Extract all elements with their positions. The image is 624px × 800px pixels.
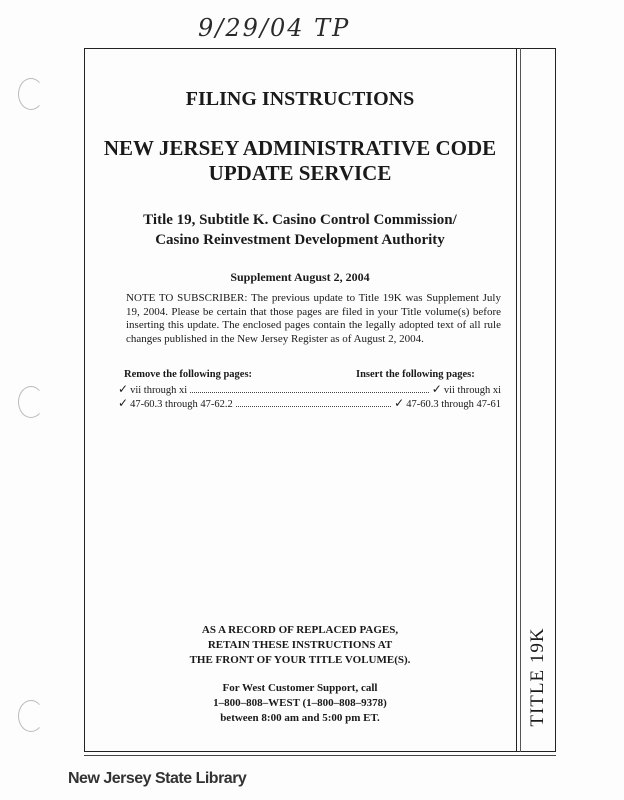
record-line: RETAIN THESE INSTRUCTIONS AT (207, 639, 393, 651)
title-heading (84, 210, 516, 250)
record-instructions (84, 623, 516, 668)
customer-support (84, 681, 516, 726)
binder-hole-middle (18, 386, 44, 418)
dot-leader (236, 398, 391, 407)
note-to-subscriber: NOTE TO SUBSCRIBER: The previous update to Title 19K was Supplement July 19, 2004. Please be certain that those pages are filed in your Title volume(s) before inserting this update. The enclosed pages contain the legally adopted text of all rule changes published in the New Jersey Register as of August 2, 2004. (126, 292, 501, 345)
supplement-date: Supplement August 2, 2004 (230, 270, 370, 284)
check-mark-icon: ✓ (431, 382, 442, 396)
record-line: AS A RECORD OF REPLACED PAGES, (201, 624, 399, 636)
code-heading-line2: UPDATE SERVICE (208, 161, 392, 185)
side-tab-divider (516, 48, 517, 752)
dot-leader (190, 384, 429, 393)
page-row (118, 382, 501, 397)
page-title: FILING INSTRUCTIONS (185, 88, 415, 110)
insert-pages-header: Insert the following pages: (356, 369, 475, 380)
check-mark-icon: ✓ (394, 396, 405, 410)
support-hours: between 8:00 am and 5:00 pm ET. (220, 712, 380, 724)
support-line: For West Customer Support, call (222, 682, 378, 694)
side-tab-inner-rule (520, 48, 521, 752)
handwritten-date-initials: 9/29/04 TP (198, 14, 351, 42)
binder-hole-bottom (18, 700, 44, 732)
check-mark-icon: ✓ (118, 382, 129, 396)
library-stamp: New Jersey State Library (68, 770, 247, 787)
page-row (118, 396, 501, 411)
code-heading-line1: NEW JERSEY ADMINISTRATIVE CODE (103, 136, 497, 160)
title-heading-line2: Casino Reinvestment Development Authority (155, 232, 445, 248)
insert-pages-value: 47-60.3 through 47-61 (406, 399, 501, 410)
frame-bottom-rule (84, 755, 556, 756)
remove-pages-value: 47-60.3 through 47-62.2 (130, 399, 233, 410)
support-phone: 1–800–808–WEST (1–800–808–9378) (213, 697, 387, 709)
check-mark-icon: ✓ (118, 396, 129, 410)
code-heading (84, 136, 516, 186)
side-tab-title: TITLE 19K (527, 627, 548, 727)
remove-pages-value: vii through xi (130, 385, 188, 396)
title-heading-line1: Title 19, Subtitle K. Casino Control Commission/ (143, 212, 457, 228)
binder-hole-top (18, 78, 44, 110)
remove-pages-header: Remove the following pages: (124, 369, 253, 380)
record-line: THE FRONT OF YOUR TITLE VOLUME(S). (189, 654, 411, 666)
insert-pages-value: vii through xi (443, 385, 501, 396)
